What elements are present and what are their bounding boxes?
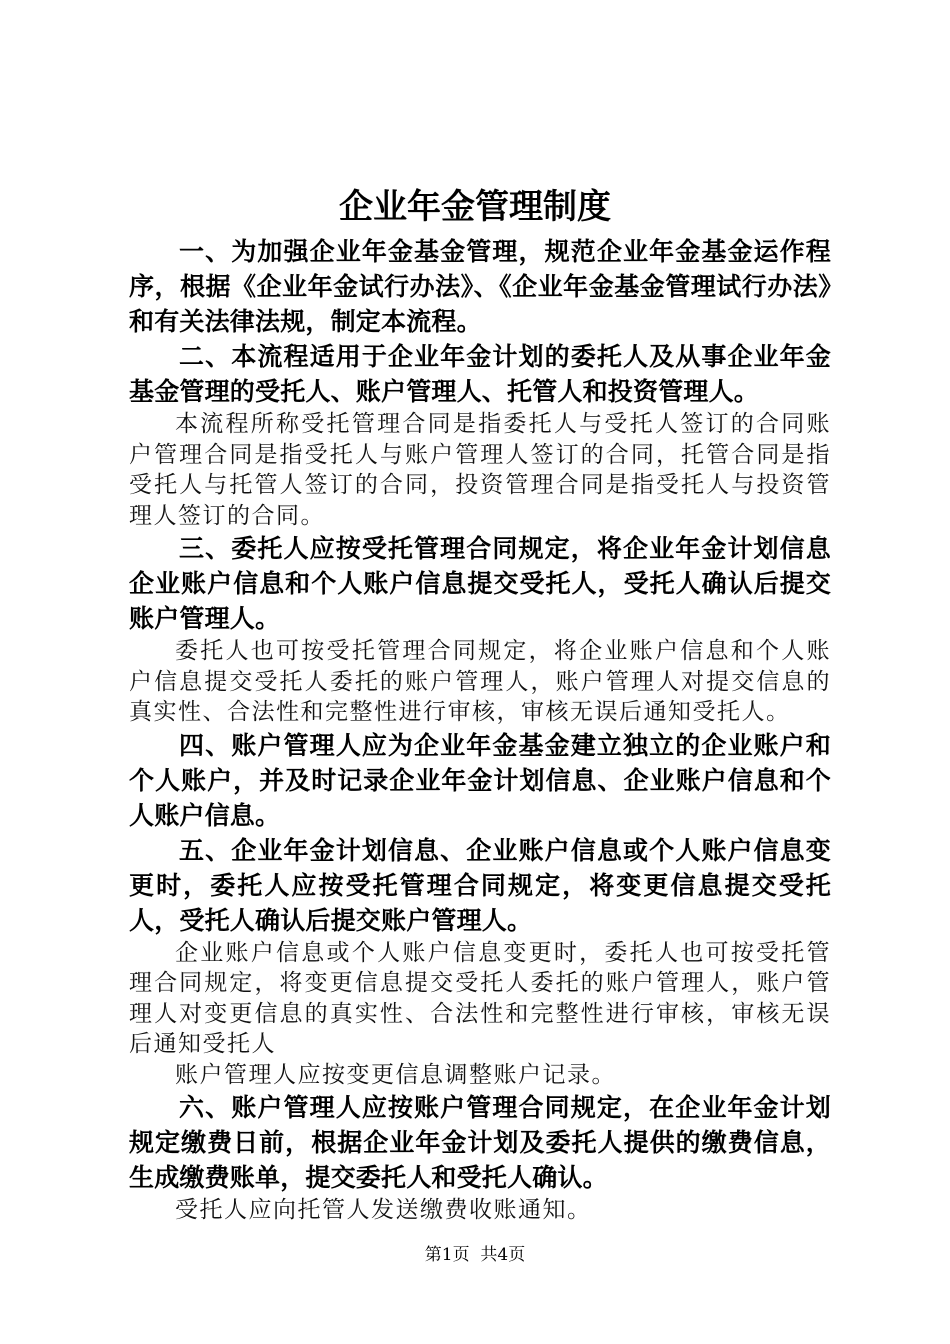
page-footer (0, 1243, 950, 1267)
paragraph-section-3: 三、委托人应按受托管理合同规定，将企业年金计划信息企业账户信息和个人账户信息提交受托人，受托人确认后提交账户管理人。 (129, 534, 831, 633)
paragraph-section-6: 六、账户管理人应按账户管理合同规定，在企业年金计划规定缴费日前，根据企业年金计划及委托人提供的缴费信息，生成缴费账单，提交委托人和受托人确认。 (129, 1093, 831, 1192)
paragraph-section-2: 二、本流程适用于企业年金计划的委托人及从事企业年金基金管理的受托人、账户管理人、托管人和投资管理人。 (129, 342, 831, 406)
document-title: 企业年金管理制度 (339, 187, 611, 227)
total-pages: 共4页 (480, 1245, 526, 1265)
paragraph-record-adjustment: 账户管理人应按变更信息调整账户记录。 (175, 1061, 616, 1088)
paragraph-payment-notice: 受托人应向托管人发送缴费收账通知。 (175, 1197, 592, 1223)
paragraph-section-4: 四、账户管理人应为企业年金基金建立独立的企业账户和个人账户，并及时记录企业年金计划信息、企业账户信息和个人账户信息。 (129, 730, 831, 830)
document-body (129, 234, 831, 1226)
paragraph-change-review: 企业账户信息或个人账户信息变更时，委托人也可按受托管理合同规定，将变更信息提交受托人委托的账户管理人，账户管理人对变更信息的真实性、合法性和完整性进行审核，审核无误后通知受托人 (129, 939, 831, 1057)
page-number: 第1页 (424, 1245, 470, 1265)
paragraph-section-5: 五、企业年金计划信息、企业账户信息或个人账户信息变更时，委托人应按受托管理合同规定，将变更信息提交受托人，受托人确认后提交账户管理人。 (129, 835, 831, 935)
paragraph-section-1: 一、为加强企业年金基金管理，规范企业年金基金运作程序，根据《企业年金试行办法》、《企业年金基金管理试行办法》和有关法律法规，制定本流程。 (129, 237, 831, 336)
paragraph-contract-definitions: 本流程所称受托管理合同是指委托人与受托人签订的合同账户管理合同是指受托人与账户管理人签订的合同，托管合同是指受托人与托管人签订的合同，投资管理合同是指受托人与投资管理人签订的合同。 (129, 411, 831, 529)
paragraph-account-submission: 委托人也可按受托管理合同规定，将企业账户信息和个人账户信息提交受托人委托的账户管理人，账户管理人对提交信息的真实性、合法性和完整性进行审核，审核无误后通知受托人。 (129, 638, 831, 725)
